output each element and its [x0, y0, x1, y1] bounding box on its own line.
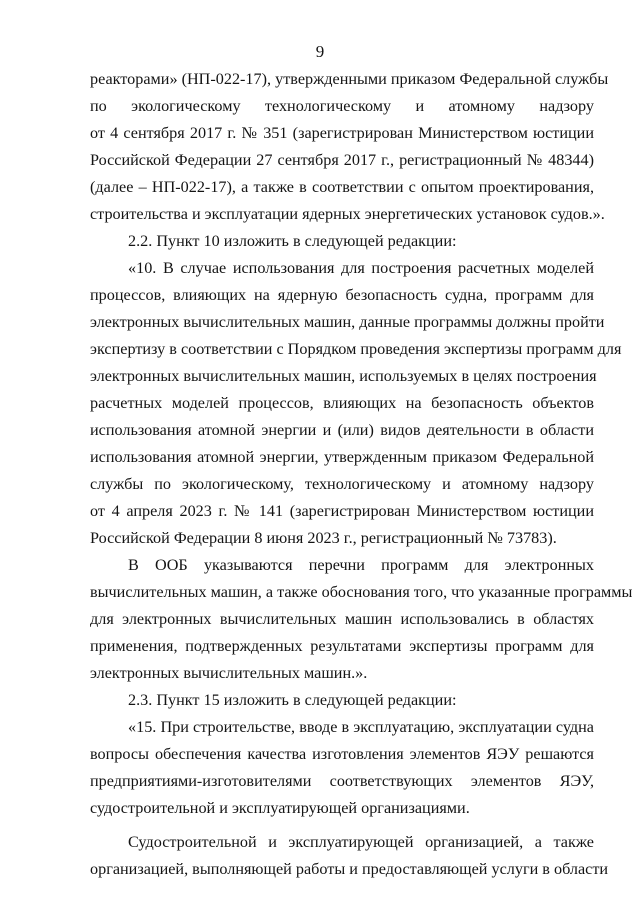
text-line: вопросы обеспечения качества изготовления элементов ЯЭУ решаются: [90, 745, 594, 763]
text-line: экспертизу в соответствии с Порядком проведения экспертизы программ для: [90, 340, 622, 358]
text-line: реакторами» (НП-022-17), утвержденными приказом Федеральной службы: [90, 70, 609, 88]
text-line: электронных вычислительных машин, данные программы должны пройти: [90, 313, 605, 331]
page-number: 9: [315, 42, 325, 61]
text-line: службы по экологическому, технологическому и атомному надзору: [90, 475, 594, 493]
text-line: строительства и эксплуатации ядерных энергетических установок судов.».: [90, 205, 605, 223]
text-line: по экологическому технологическому и атомному надзору: [90, 97, 594, 115]
text-line: Российской Федерации 27 сентября 2017 г., регистрационный № 48344): [90, 151, 594, 169]
text-line: от 4 сентября 2017 г. № 351 (зарегистрирован Министерством юстиции: [90, 124, 594, 142]
text-line: применения, подтвержденных результатами экспертизы программ для: [90, 637, 594, 655]
text-line: В ООБ указываются перечни программ для электронных: [128, 556, 594, 574]
text-line: электронных вычислительных машин.».: [90, 664, 368, 682]
text-line: (далее – НП-022-17), а также в соответствии с опытом проектирования,: [90, 178, 594, 196]
text-line: судостроительной и эксплуатирующей организациями.: [90, 799, 470, 817]
text-line: «15. При строительстве, вводе в эксплуатацию, эксплуатации судна: [128, 718, 594, 736]
text-line: Российской Федерации 8 июня 2023 г., регистрационный № 73783).: [90, 529, 557, 547]
text-line: 2.2. Пункт 10 изложить в следующей редакции:: [128, 232, 457, 250]
text-line: от 4 апреля 2023 г. № 141 (зарегистрирован Министерством юстиции: [90, 502, 594, 520]
text-line: Судостроительной и эксплуатирующей организацией, а также: [128, 833, 594, 851]
text-line: организацией, выполняющей работы и предоставляющей услуги в области: [90, 860, 609, 878]
text-line: для электронных вычислительных машин использовались в областях: [90, 610, 594, 628]
text-line: процессов, влияющих на ядерную безопасность судна, программ для: [90, 286, 594, 304]
text-line: 2.3. Пункт 15 изложить в следующей редакции:: [128, 691, 457, 709]
text-line: электронных вычислительных машин, используемых в целях построения: [90, 367, 597, 385]
text-line: использования атомной энергии и (или) видов деятельности в области: [90, 421, 594, 439]
text-line: «10. В случае использования для построения расчетных моделей: [128, 259, 594, 277]
text-line: вычислительных машин, а также обоснования того, что указанные программы: [90, 583, 633, 601]
text-line: предприятиями-изготовителями соответствующих элементов ЯЭУ,: [90, 772, 594, 790]
text-line: использования атомной энергии, утвержденным приказом Федеральной: [90, 448, 594, 466]
text-line: расчетных моделей процессов, влияющих на безопасность объектов: [90, 394, 594, 412]
